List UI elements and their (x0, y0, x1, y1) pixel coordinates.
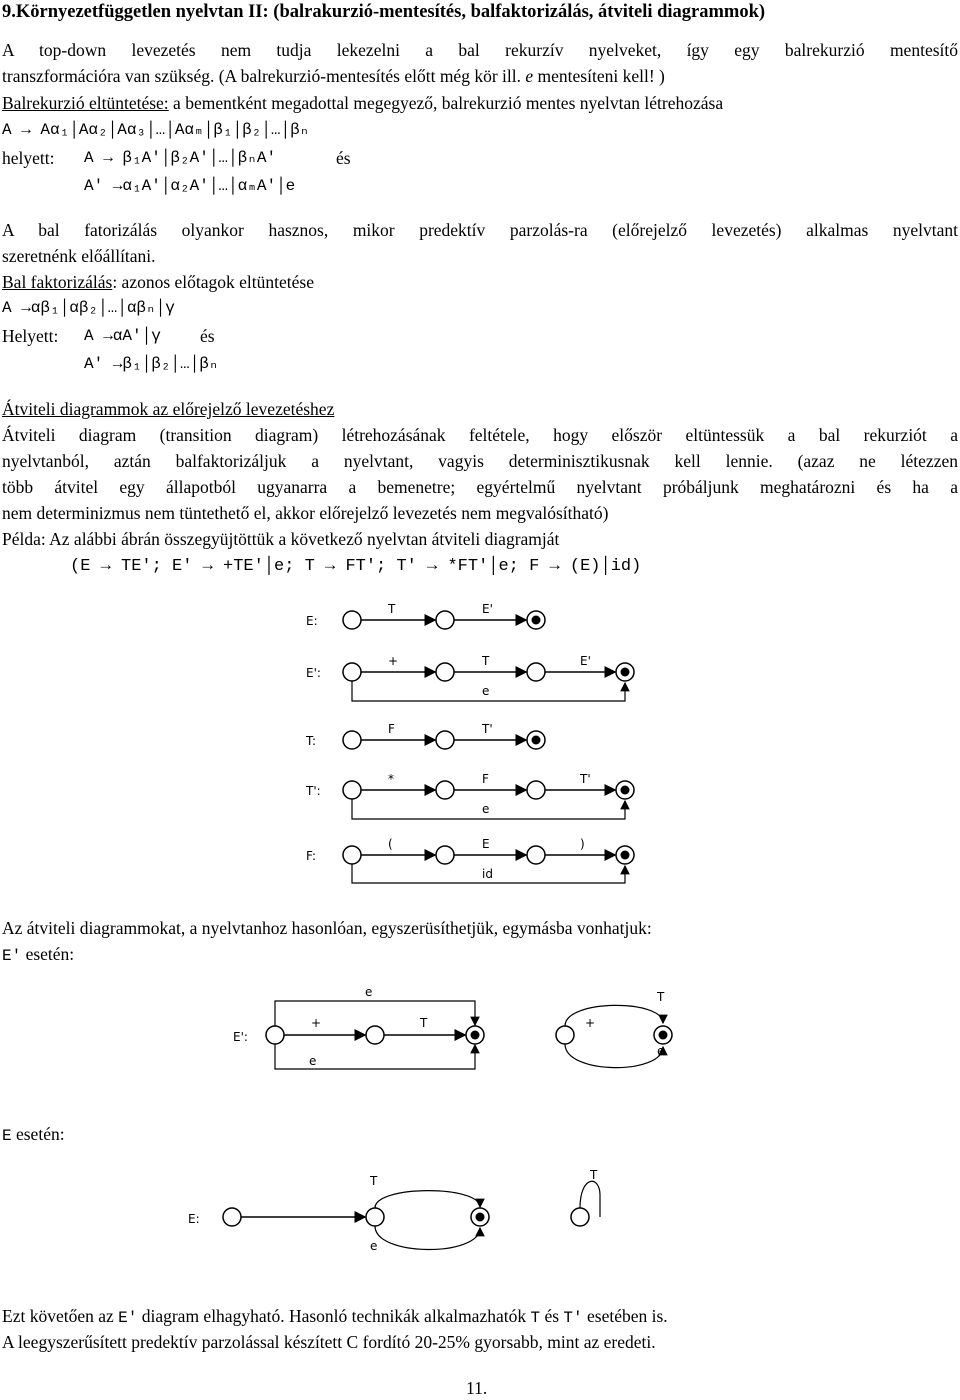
svg-text:+: + (388, 654, 399, 668)
svg-text:id: id (482, 867, 493, 881)
svg-text:F: F (388, 722, 395, 736)
svg-text:F: F (482, 772, 489, 786)
state (436, 611, 454, 629)
factoring-rule-new-1: A →αA′│γ (84, 327, 161, 345)
svg-text:T': T' (580, 772, 591, 786)
svg-text:e: e (482, 802, 490, 816)
instead-label: helyett: (2, 148, 55, 168)
simplify-text: Az átviteli diagrammokat, a nyelvtanhoz hasonlóan, egyszerüsíthetjük, egymásba vonhatjuk: (2, 918, 652, 938)
svg-text:T': T' (482, 722, 493, 736)
left-recursion-rule: A → Aα₁│Aα₂│Aα₃│…│Aαₘ│β₁│β₂│…│βₙ (2, 121, 310, 139)
example-line: Példa: Az alábbi ábrán összegyüjtöttük a következő nyelvtan átviteli diagramját (2, 529, 560, 549)
svg-text:(: ( (388, 837, 393, 851)
diagram-F (306, 837, 634, 883)
factoring-title: Bal faktorizálás (2, 272, 113, 292)
intro-line-2: transzformációra van szükség. (A balrekurzió-mentesítés előtt még kör ill. e mentesíteni kell! ) (2, 66, 665, 86)
left-recursion-title: Balrekurzió eltüntetése: (2, 93, 169, 113)
svg-text:+: + (585, 1016, 596, 1030)
intro-line-1: A top-down levezetés nem tudja lekezelni a bal rekurzív nyelveket, így egy balrekurzió mentesítő (2, 40, 958, 60)
factoring-line: Bal faktorizálás: azonos előtagok eltüntetése (2, 272, 314, 292)
factoring-instead: Helyett: (2, 326, 59, 346)
svg-text:E: E (482, 837, 490, 851)
transition-title: Átviteli diagrammok az előrejelző levezetéshez (2, 399, 335, 419)
case-e: E esetén: (2, 1124, 65, 1145)
diagram-T-prime (305, 772, 634, 819)
svg-text:T: T (370, 1174, 378, 1188)
svg-text:+: + (311, 1016, 322, 1030)
rule-new-1: A → β₁A′│β₂A′│…│βₙA′ (84, 149, 277, 167)
edge-label: E' (482, 602, 493, 616)
svg-text:T: T (657, 990, 665, 1004)
svg-text:E:: E: (188, 1212, 200, 1226)
svg-text:e: e (309, 1054, 317, 1068)
page-heading: 9.Környezetfüggetlen nyelvtan II: (balrakurzió-mentesítés, balfaktorizálás, átviteli diagrammok) (2, 2, 766, 22)
transition-p3: több átvitel egy állapotból ugyanarra a bemenetre; egyértelmű nyelvtant próbáljunk meghatározni és ha a (2, 477, 958, 497)
transition-diagrams (290, 595, 650, 895)
transition-p1: Átviteli diagram (transition diagram) létrehozásának feltétele, hogy először eltüntessük a bal rekurziót a (2, 425, 958, 445)
factoring-rule: A →αβ₁│αβ₂│…│αβₙ│γ (2, 299, 175, 317)
svg-text:T: T (482, 654, 490, 668)
diagram-E (306, 602, 545, 629)
svg-text:e: e (482, 684, 490, 698)
transition-p4: nem determinizmus nem tüntethető el, akkor előrejelző levezetés nem megvalósítható) (2, 503, 609, 523)
page-number: 11. (466, 1378, 488, 1398)
edge-label: T (388, 602, 396, 616)
case-e-prime: E' esetén: (2, 944, 75, 965)
svg-text:E': E' (580, 654, 591, 668)
factoring-and: és (200, 326, 215, 346)
svg-text:E':: E': (233, 1030, 248, 1044)
simplified-e-prime-diagram (225, 985, 705, 1090)
left-recursion-line: Balrekurzió eltüntetése: a bementként megadottal megegyező, balrekurzió mentes nyelvtan létrehozása (2, 93, 724, 113)
closing-line-1: Ezt követően az E' diagram elhagyható. Hasonló technikák alkalmazhatók T és T' esetében is. (2, 1306, 668, 1327)
svg-text:e: e (657, 1044, 665, 1058)
simplified-e-diagram (180, 1165, 640, 1275)
svg-text:E':: E': (306, 666, 321, 680)
svg-text:F:: F: (306, 849, 317, 863)
example-grammar: (E → TE'; E' → +TE'│e; T → FT'; T' → *FT'│e; F → (E)│id) (70, 557, 642, 576)
closing-line-2: A leegyszerűsített predektív parzolással készített C fordító 20-25% gyorsabb, mint az eredeti. (2, 1332, 656, 1352)
diagram-E-prime (306, 654, 634, 701)
svg-text:T:: T: (306, 734, 317, 748)
factoring-rule-new-2: A′ →β₁│β₂│…│βₙ (84, 355, 219, 373)
svg-text:e: e (365, 985, 373, 999)
svg-text:T: T (590, 1168, 598, 1182)
transition-p2: nyelvtanból, aztán balfaktorizáljuk a nyelvtant, vagyis determinisztikusnak kell lennie. (azaz ne létezzen (2, 451, 958, 471)
rule-new-2: A′ →α₁A′│α₂A′│…│αₘA′│e (84, 177, 296, 195)
diagram-T (305, 722, 545, 749)
svg-text:T':: T': (306, 784, 321, 798)
svg-text:*: * (388, 772, 394, 786)
svg-text:e: e (370, 1239, 378, 1253)
factoring-intro-1: A bal fatorizálás olyankor hasznos, mikor predektív parzolás-ra (előrejelző levezetés) alkalmas nyelvtant (2, 220, 958, 240)
state (343, 611, 361, 629)
diagram-E-label: E: (306, 614, 318, 628)
svg-text:T: T (420, 1016, 428, 1030)
factoring-intro-2: szeretnénk előállítani. (2, 246, 156, 266)
and-word: és (336, 148, 351, 168)
svg-text:): ) (580, 837, 585, 851)
